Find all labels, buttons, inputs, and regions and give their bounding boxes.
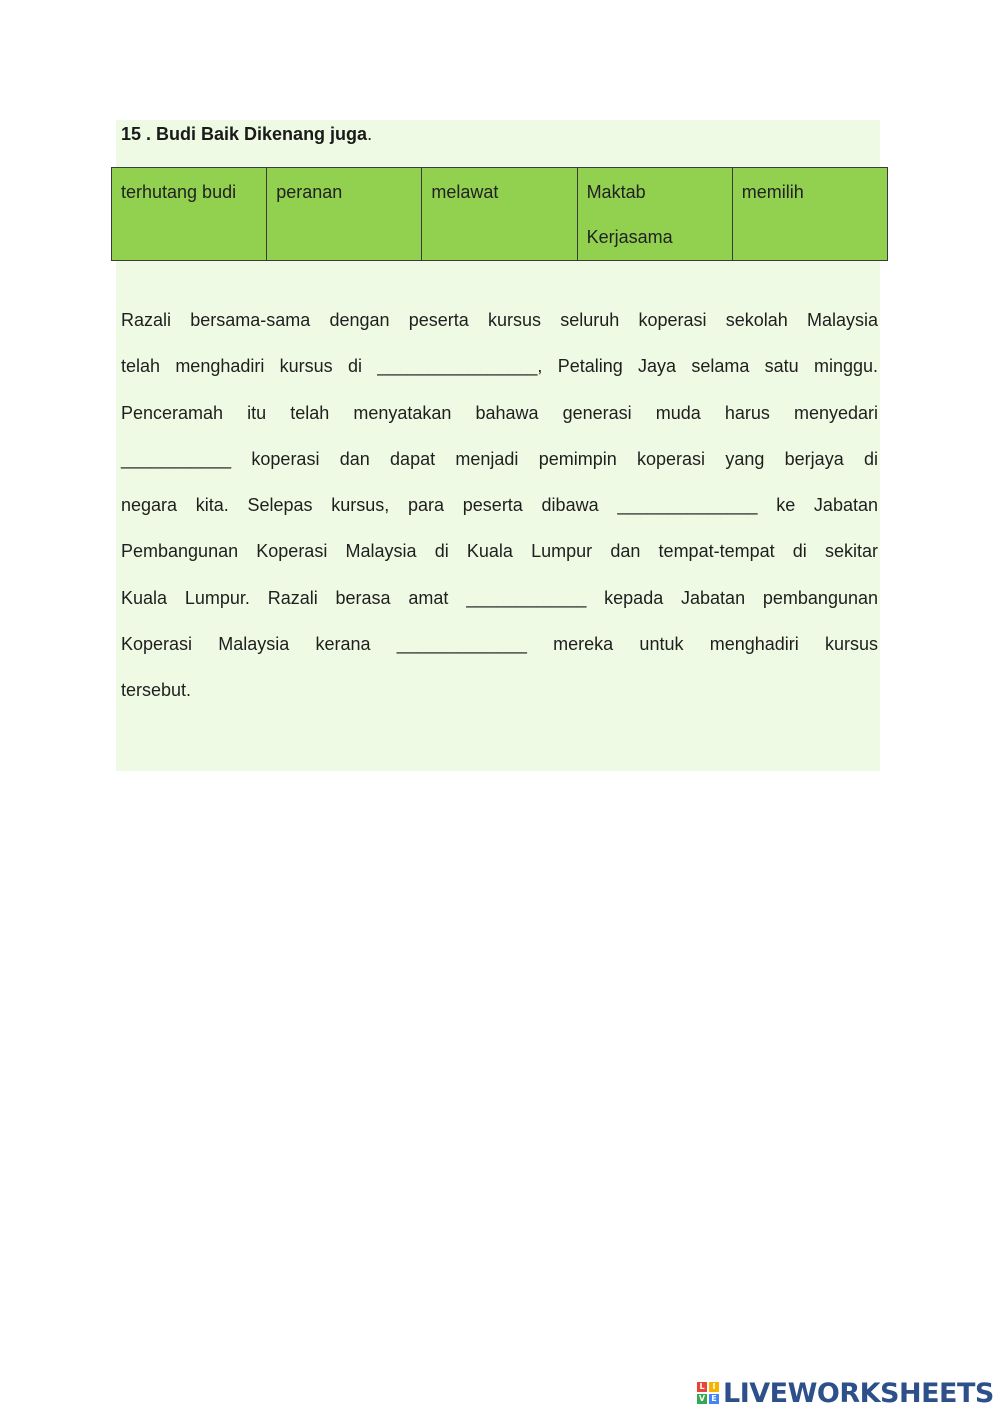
exercise-title-text: 15 . Budi Baik Dikenang juga xyxy=(121,124,368,144)
liveworksheets-logo-text: LIVEWORKSHEETS xyxy=(723,1377,994,1409)
passage-line: telah menghadiri kursus di ________________, Petaling Jaya selama satu minggu. xyxy=(121,356,878,377)
word-bank-cell xyxy=(732,168,887,261)
word-bank-word: Maktab xyxy=(586,182,646,202)
cloze-passage xyxy=(121,297,878,714)
passage-line: Kuala Lumpur. Razali berasa amat ____________ kepada Jabatan pembangunan xyxy=(121,587,878,608)
word-bank-word: memilih xyxy=(741,182,804,202)
word-bank-word: terhutang budi xyxy=(121,182,237,202)
passage-line: Razali bersama-sama dengan peserta kursus seluruh koperasi sekolah Malaysia xyxy=(121,310,878,330)
word-bank-cell xyxy=(422,168,577,261)
logo-mark-letter: E xyxy=(709,1394,719,1404)
passage-line: Pembangunan Koperasi Malaysia di Kuala Lumpur dan tempat-tempat di sekitar xyxy=(121,541,878,562)
word-bank-row xyxy=(112,168,888,261)
passage-line: Penceramah itu telah menyatakan bahawa generasi muda harus menyedari xyxy=(121,402,878,423)
word-bank-cell xyxy=(577,168,732,261)
logo-mark-letter: V xyxy=(698,1394,706,1403)
exercise-title-period: . xyxy=(367,124,373,144)
passage-line: ___________ koperasi dan dapat menjadi pemimpin koperasi yang berjaya di xyxy=(121,448,878,469)
word-bank-table xyxy=(111,167,888,261)
word-bank-word: melawat xyxy=(431,182,499,202)
word-bank-cell xyxy=(267,168,422,261)
liveworksheets-logo-icon xyxy=(697,1382,719,1404)
passage-line: negara kita. Selepas kursus, para peserta dibawa ______________ ke Jabatan xyxy=(121,495,878,516)
word-bank-word: peranan xyxy=(276,182,343,202)
passage-line: tersebut. xyxy=(121,680,192,701)
word-bank-word: Kerjasama xyxy=(586,227,673,247)
passage-line: Koperasi Malaysia kerana _____________ mereka untuk menghadiri kursus xyxy=(121,634,878,655)
exercise-title xyxy=(121,121,372,147)
liveworksheets-logo[interactable] xyxy=(697,1377,994,1409)
logo-mark-letter: L xyxy=(697,1382,707,1392)
word-bank-cell xyxy=(112,168,267,261)
logo-mark-letter: I xyxy=(709,1382,719,1392)
